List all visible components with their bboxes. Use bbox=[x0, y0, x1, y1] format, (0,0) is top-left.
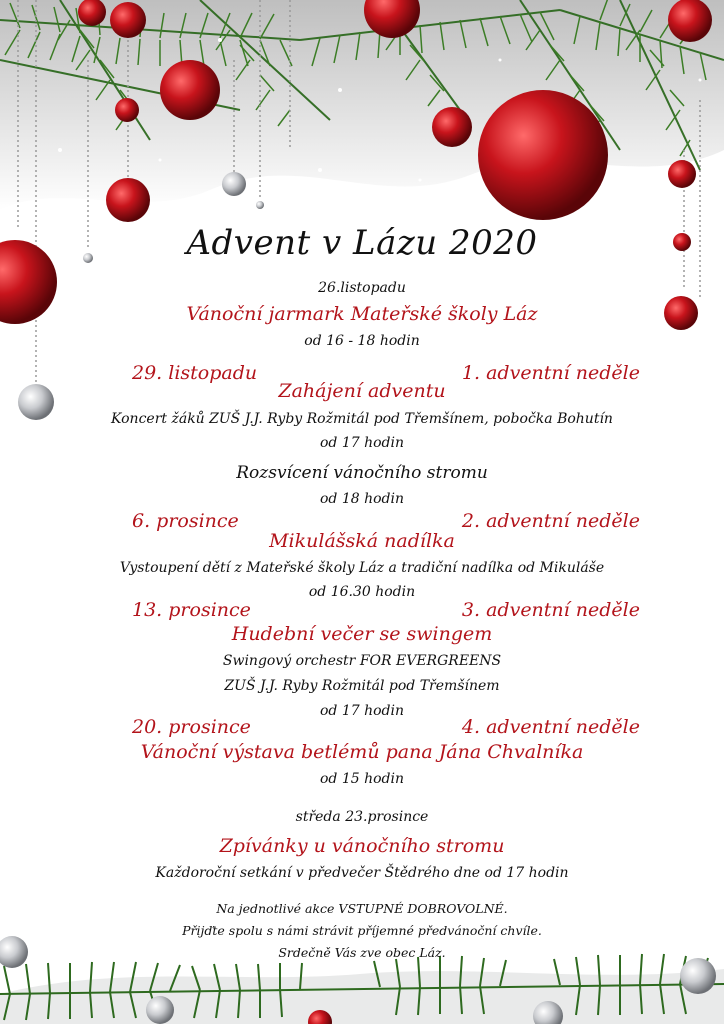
event2-sub-time: od 18 hodin bbox=[319, 491, 404, 507]
event4-week: 3. adventní neděle bbox=[461, 599, 640, 621]
event3-date: 6. prosince bbox=[132, 510, 239, 532]
event3-name: Mikulášská nadílka bbox=[269, 530, 455, 552]
event6-name: Zpívánky u vánočního stromu bbox=[219, 835, 505, 857]
event4-time: od 17 hodin bbox=[319, 703, 404, 719]
event1-time: od 16 - 18 hodin bbox=[304, 333, 420, 349]
event5-name: Vánoční výstava betlémů pana Jána Chvalníka bbox=[140, 741, 584, 763]
event6-date: středa 23.prosince bbox=[295, 809, 429, 825]
footer-line-1: Na jednotlivé akce VSTUPNÉ DOBROVOLNÉ. bbox=[216, 901, 508, 916]
event1-date: 26.listopadu bbox=[318, 280, 406, 296]
event5-week: 4. adventní neděle bbox=[461, 716, 640, 738]
event6-desc: Každoroční setkání v předvečer Štědrého dne od 17 hodin bbox=[155, 865, 569, 881]
event4-name: Hudební večer se swingem bbox=[231, 623, 493, 645]
event2-date: 29. listopadu bbox=[132, 362, 258, 384]
event3-week: 2. adventní neděle bbox=[461, 510, 640, 532]
poster-title: Advent v Lázu 2020 bbox=[186, 223, 538, 263]
event3-desc: Vystoupení dětí z Mateřské školy Láz a tradiční nadílka od Mikuláše bbox=[119, 560, 605, 576]
event3-time: od 16.30 hodin bbox=[308, 584, 416, 600]
event2-sub-name: Rozsvícení vánočního stromu bbox=[236, 463, 488, 483]
event4-desc-1: Swingový orchestr FOR EVERGREENS bbox=[222, 653, 502, 669]
event5-time: od 15 hodin bbox=[319, 771, 404, 787]
event2-week: 1. adventní neděle bbox=[461, 362, 640, 384]
event2-time: od 17 hodin bbox=[319, 435, 404, 451]
event4-desc-2: ZUŠ J.J. Ryby Rožmitál pod Třemšínem bbox=[224, 678, 500, 694]
event2-desc: Koncert žáků ZUŠ J.J. Ryby Rožmitál pod Třemšínem, pobočka Bohutín bbox=[111, 411, 613, 427]
event4-date: 13. prosince bbox=[132, 599, 251, 621]
event5-date: 20. prosince bbox=[132, 716, 251, 738]
event2-name: Zahájení adventu bbox=[278, 380, 446, 402]
footer-line-3: Srdečně Vás zve obec Láz. bbox=[278, 945, 446, 960]
event1-name: Vánoční jarmark Mateřské školy Láz bbox=[186, 303, 538, 325]
footer-line-2: Přijďte spolu s námi strávit příjemné předvánoční chvíle. bbox=[182, 923, 542, 938]
